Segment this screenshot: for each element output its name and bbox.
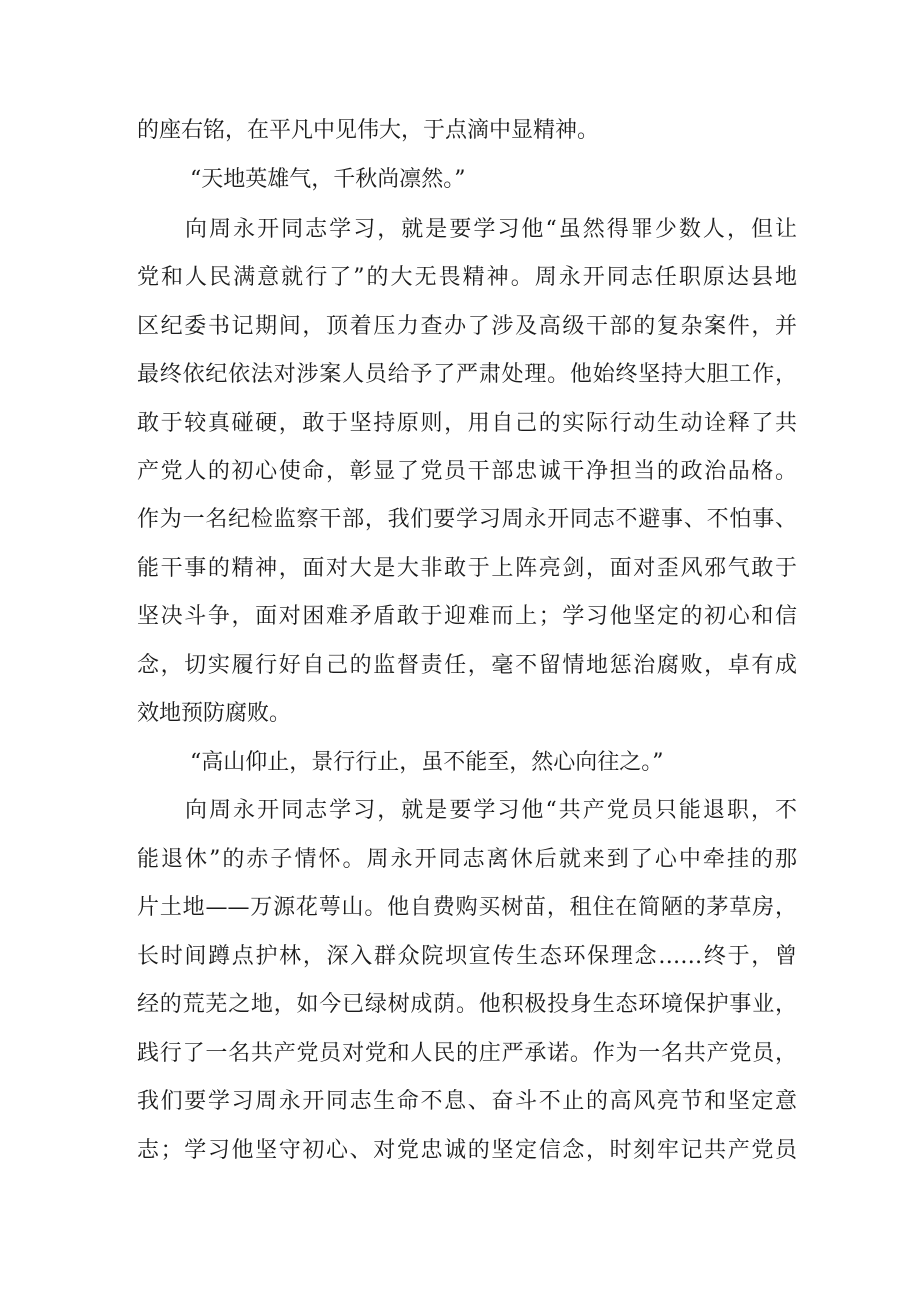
quote-line: “天地英雄气，千秋尚凛然。” — [190, 167, 466, 192]
text-line: 坚决斗争，面对困难矛盾敢于迎难而上；学习他坚定的初心和信 — [137, 604, 797, 629]
text-line: 经的荒芜之地，如今已绿树成荫。他积极投身生态环境保护事业， — [137, 992, 797, 1017]
text-line: 作为一名纪检监察干部，我们要学习周永开同志不避事、不怕事、 — [137, 507, 797, 532]
text-line: 党和人民满意就行了”的大无畏精神。周永开同志任职原达县地 — [137, 265, 797, 290]
text-line: 念，切实履行好自己的监督责任，毫不留情地惩治腐败，卓有成 — [137, 653, 797, 678]
text-line: 长时间蹲点护林，深入群众院坝宣传生态环保理念……终于，曾 — [137, 944, 797, 969]
text-line: 产党人的初心使命，彰显了党员干部忠诚干净担当的政治品格。 — [137, 459, 797, 484]
quote-line: “高山仰止，景行行止，虽不能至，然心向往之。” — [190, 750, 664, 775]
text-line: 区纪委书记期间，顶着压力查办了涉及高级干部的复杂案件，并 — [137, 314, 797, 339]
text-line: 敢于较真碰硬，敢于坚持原则，用自己的实际行动生动诠释了共 — [137, 411, 797, 436]
text-line: 最终依纪依法对涉案人员给予了严肃处理。他始终坚持大胆工作， — [137, 362, 797, 387]
text-line: 志；学习他坚守初心、对党忠诚的坚定信念，时刻牢记共产党员 — [137, 1138, 797, 1163]
text-line: 效地预防腐败。 — [137, 701, 292, 726]
text-line: 向周永开同志学习，就是要学习他“虽然得罪少数人，但让 — [185, 217, 797, 242]
text-line: 片土地——万源花萼山。他自费购买树苗，租住在简陋的茅草房， — [137, 895, 797, 920]
text-line: 向周永开同志学习，就是要学习他“共产党员只能退职，不 — [185, 798, 797, 823]
text-line: 能干事的精神，面对大是大非敢于上阵亮剑，面对歪风邪气敢于 — [137, 556, 797, 581]
text-line: 践行了一名共产党员对党和人民的庄严承诺。作为一名共产党员， — [137, 1041, 797, 1066]
text-line: 的座右铭，在平凡中见伟大，于点滴中显精神。 — [137, 118, 600, 143]
text-line: 我们要学习周永开同志生命不息、奋斗不止的高风亮节和坚定意 — [137, 1089, 797, 1114]
text-line: 能退休”的赤子情怀。周永开同志离休后就来到了心中牵挂的那 — [137, 847, 797, 872]
